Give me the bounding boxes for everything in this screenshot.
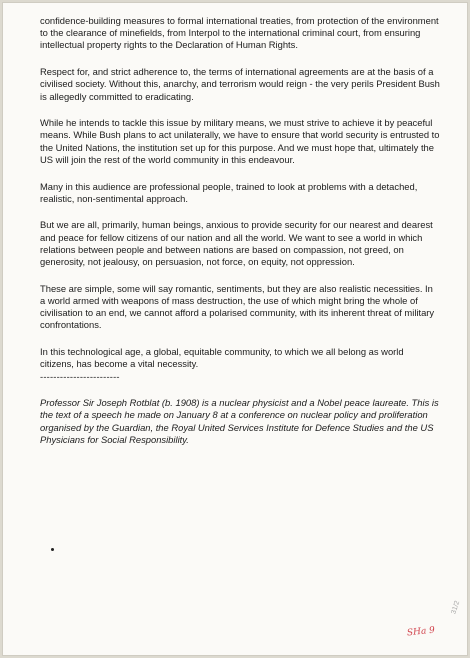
body-text [40, 15, 440, 460]
paragraph-technological-age: In this technological age, a global, equitable community, to which we all belong as world citizens, has become a vital necessity. [40, 346, 404, 370]
paragraph-peaceful-means: While he intends to tackle this issue by military means, we must strive to achieve it by peaceful means. While Bush plans to act unilaterally, we have to ensure that world security is entrusted to the United Nations, the institution set up for this purpose. And we must hope that, ultimately the US will join the rest of the world community in this endeavour. [40, 117, 440, 165]
stray-dot [51, 548, 54, 551]
pencil-page-mark: 31/2 [450, 599, 462, 616]
paragraph-audience: Many in this audience are professional people, trained to look at problems with a detached, realistic, non-sentimental approach. [40, 180, 418, 204]
paragraph-human-beings: But we are all, primarily, human beings, anxious to provide security for our nearest and dearest and peace for fellow citizens of our nation and all the world. We want to see a world in which relations between people and between nations are based on compassion, not greed, on generosity, not jealousy, on persuasion, not force, on equity, not oppression. [40, 219, 433, 268]
paragraph-agreements: Respect for, and strict adherence to, the terms of international agreements are at the basis of a civilised society. Without this, anarchy, and terrorism would reign - the very perils President Bush is allegedly committed to eradicating. [40, 66, 440, 102]
document-page [3, 3, 467, 655]
paragraph-treaties: confidence-building measures to formal international treaties, from protection of the environment to the clearance of minefields, from Interpol to the international criminal court, from ensuring intellectual property rights to the Declaration of Human Rights. [40, 15, 439, 51]
author-footnote: Professor Sir Joseph Rotblat (b. 1908) is a nuclear physicist and a Nobel peace laureate. This is the text of a speech he made on January 8 at a conference on nuclear policy and proliferation organised by the Guardian, the Royal United Services Institute for Defence Studies and the US Physicians for Social Responsibility. [40, 397, 439, 445]
handwritten-signature: SHa 9 [406, 625, 436, 639]
section-divider: ------------------------ [40, 370, 120, 382]
paragraph-sentiments: These are simple, some will say romantic, sentiments, but they are also realistic necessities. In a world armed with weapons of mass destruction, the use of which might bring the whole of civilisation to an end, we cannot afford a polarised community, with its inherent threat of military confrontations. [40, 282, 435, 331]
